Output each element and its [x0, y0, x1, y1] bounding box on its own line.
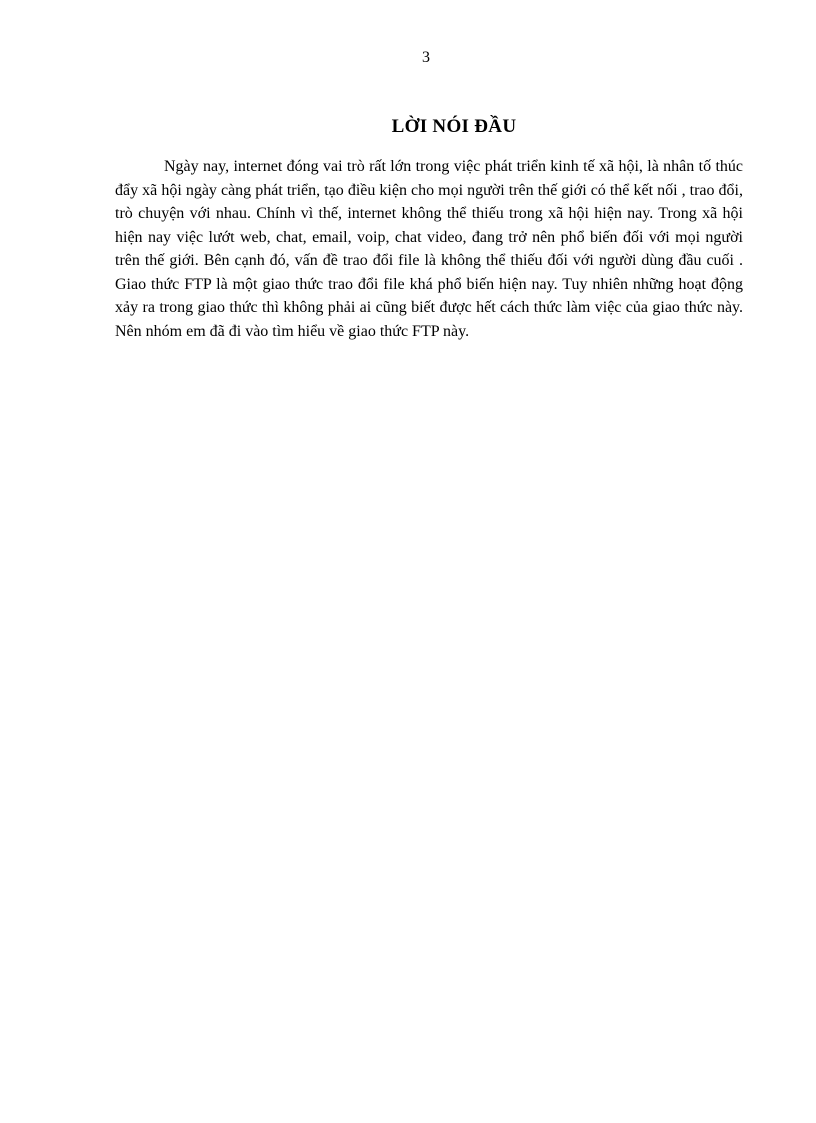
page-title: LỜI NÓI ĐẦU [391, 116, 517, 137]
preface-paragraph: Ngày nay, internet đóng vai trò rất lớn trong việc phát triển kinh tế xã hội, là nhân tố thúc đẩy xã hội ngày càng phát triển, tạo điều kiện cho mọi người trên thế giới có thể kết nối , trao đổi, trò chuyện với nhau. Chính vì thế, internet không thể thiếu trong xã hội hiện nay. Trong xã hội hiện nay việc lướt web, chat, email, voip, chat video, đang trở nên phổ biến đối với mọi người trên thế giới. Bên cạnh đó, vấn đề trao đổi file là không thể thiếu đối với người dùng đầu cuối . Giao thức FTP là một giao thức trao đổi file khá phổ biến hiện nay. Tuy nhiên những hoạt động xảy ra trong giao thức thì không phải ai cũng biết được hết cách thức làm việc của giao thức này. Nên nhóm em đã đi vào tìm hiểu về giao thức FTP này. [115, 158, 743, 340]
page-number: 3 [422, 49, 430, 66]
